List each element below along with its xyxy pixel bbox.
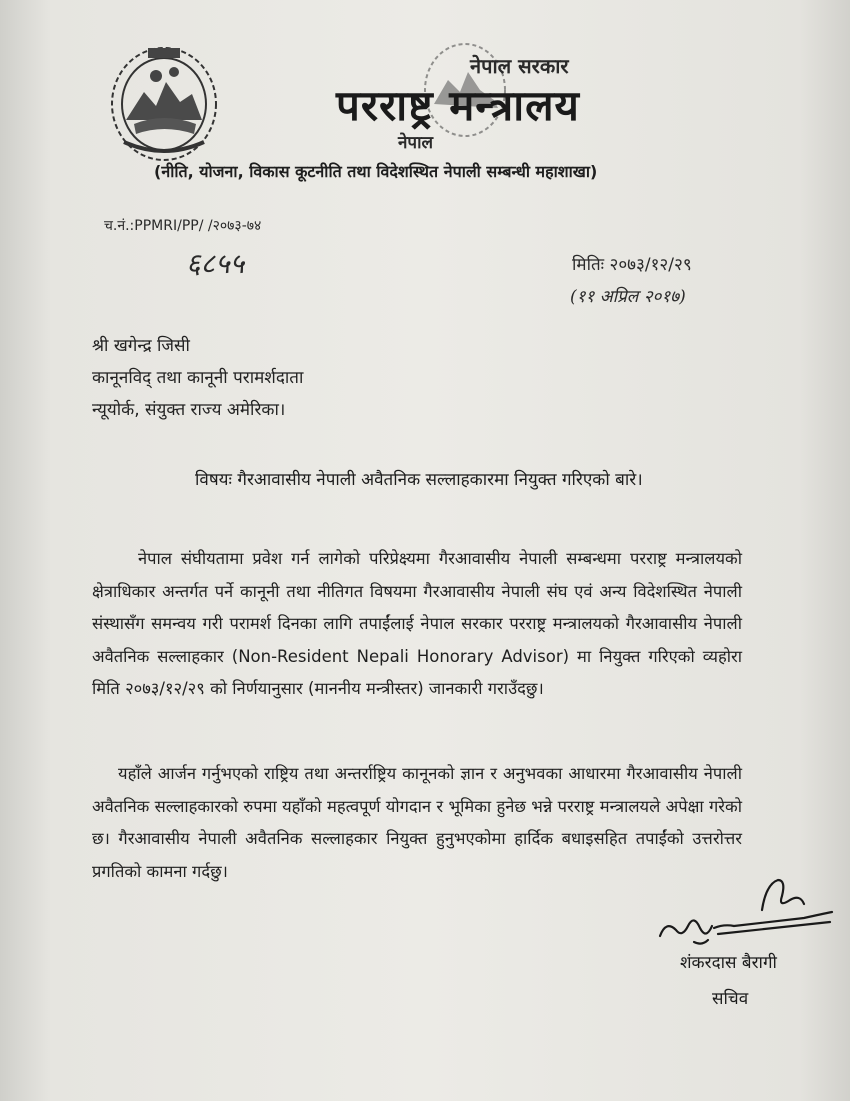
signatory-designation: सचिव	[712, 989, 749, 1009]
recipient-name: श्री खगेन्द्र जिसी	[92, 336, 190, 356]
government-label: नेपाल सरकार	[470, 54, 569, 78]
location-label: नेपाल	[398, 133, 434, 153]
handwritten-signature	[654, 870, 834, 960]
date-english: (११ अप्रिल २०१७)	[570, 287, 686, 307]
recipient-address: न्यूयोर्क, संयुक्त राज्य अमेरिका।	[92, 400, 286, 420]
ministry-title: परराष्ट्र मन्त्रालय	[336, 81, 580, 130]
date-nepali: मितिः २०७३/१२/२९	[572, 255, 692, 275]
division-label: (नीति, योजना, विकास कूटनीति तथा विदेशस्थित नेपाली सम्बन्धी महाशाखा)	[154, 162, 598, 181]
body-paragraph-2: यहाँले आर्जन गर्नुभएको राष्ट्रिय तथा अन्तर्राष्ट्रिय कानूनको ज्ञान र अनुभवका आधारमा गैरआवासीय नेपाली अवैतनिक सल्लाहकारको रुपमा यहाँको महत्वपूर्ण योगदान र भूमिका हुनेछ भन्ने परराष्ट्र मन्त्रालयले अपेक्षा गरेको छ। गैरआवासीय नेपाली अवैतनिक सल्लाहकार नियुक्त हुनुभएकोमा हार्दिक बधाइसहित तपाईंको उत्तरोत्तर प्रगतिको कामना गर्दछु।	[92, 764, 742, 881]
body-paragraph-1: नेपाल संघीयतामा प्रवेश गर्न लागेको परिप्रेक्ष्यमा गैरआवासीय नेपाली सम्बन्धमा परराष्ट्र मन्त्रालयको क्षेत्राधिकार अन्तर्गत पर्ने कानूनी तथा नीतिगत विषयमा गैरआवासीय नेपाली संघ एवं अन्य विदेशस्थित नेपाली संस्थासँग समन्वय गरी परामर्श दिनका लागि तपाईंलाई नेपाल सरकार परराष्ट्र मन्त्रालयको गैरआवासीय नेपाली अवैतनिक सल्लाहकार (Non-Resident Nepali Honorary Advisor) मा नियुक्त गरिएको व्यहोरा मिति २०७३/१२/२९ को निर्णयानुसार (माननीय मन्त्रीस्तर) जानकारी गराउँदछु।	[92, 549, 742, 698]
reference-number: च.नं.:PPMRI/PP/ /२०७३-७४	[104, 218, 262, 234]
signatory-name: शंकरदास बैरागी	[680, 953, 777, 973]
subject-line: विषयः गैरआवासीय नेपाली अवैतनिक सल्लाहकारमा नियुक्त गरिएको बारे।	[195, 470, 643, 490]
recipient-block	[92, 330, 303, 426]
dispatch-number: ६८५५	[186, 247, 245, 280]
nepal-emblem-icon	[104, 42, 224, 166]
recipient-title: कानूनविद् तथा कानूनी परामर्शदाता	[92, 368, 304, 388]
